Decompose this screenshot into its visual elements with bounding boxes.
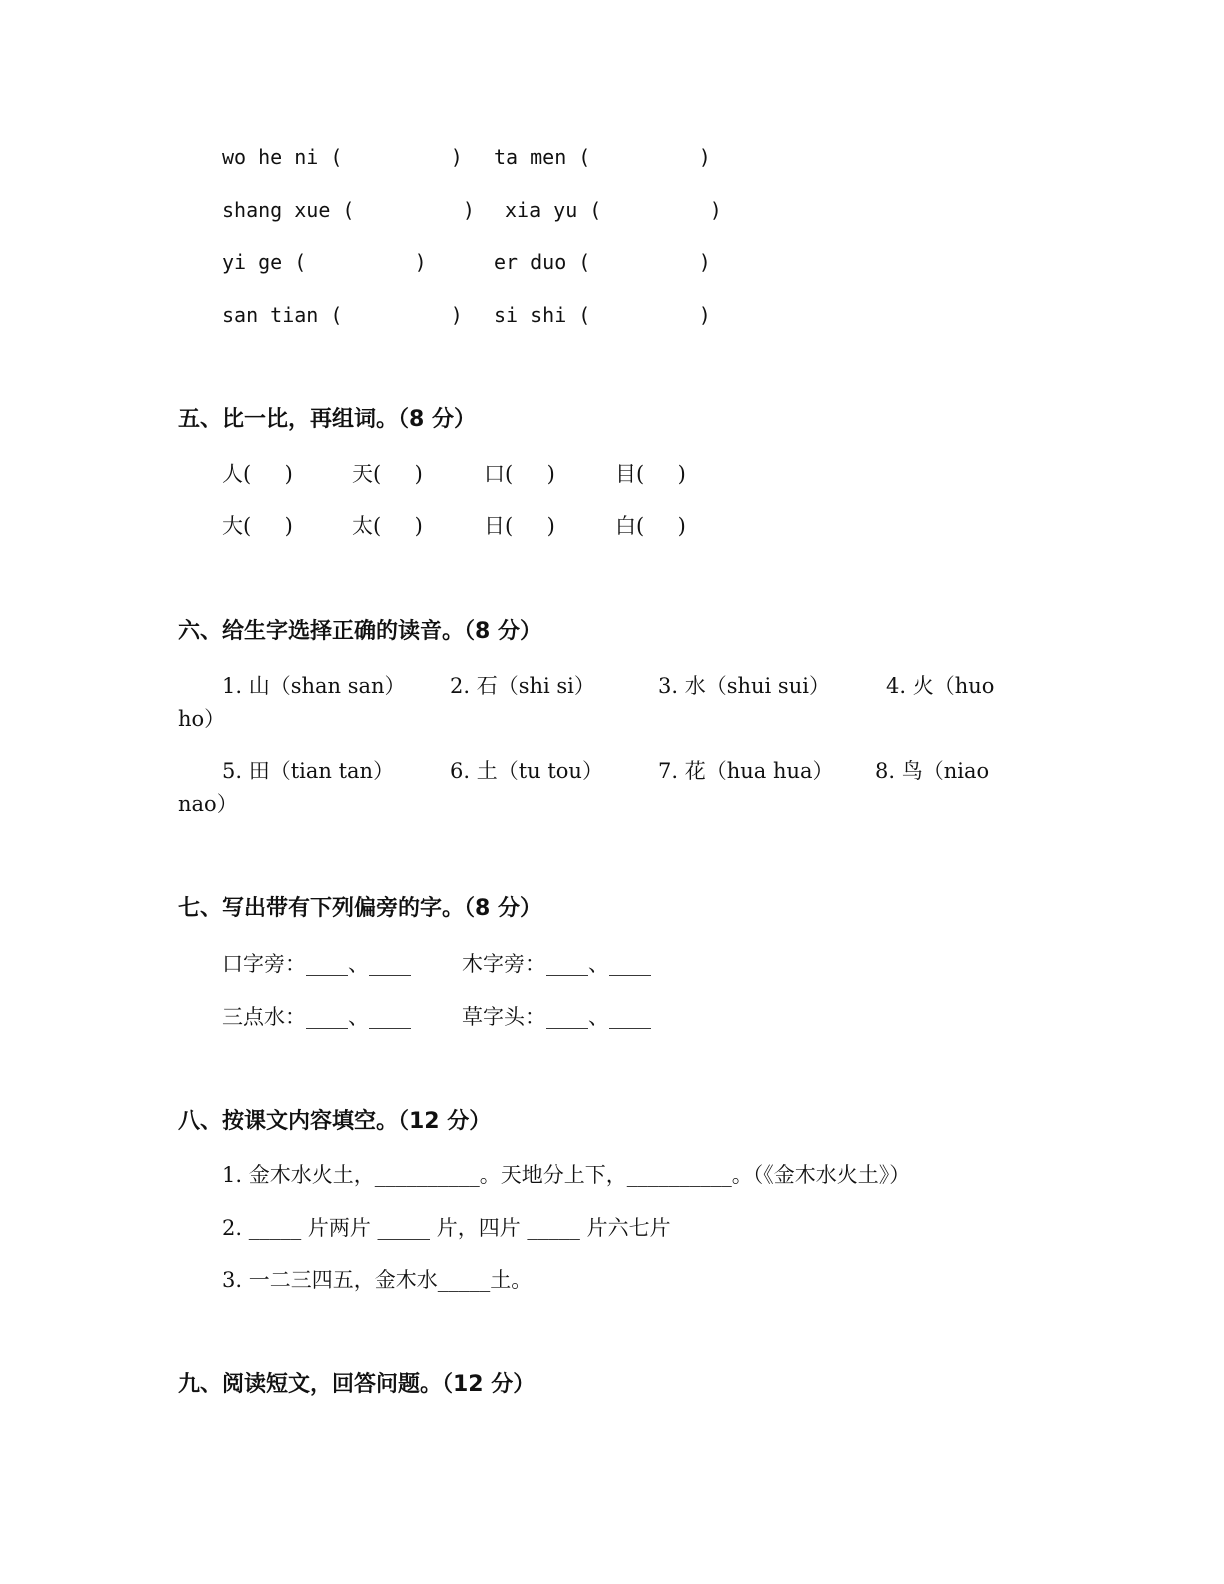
compare-item: 人( ) xyxy=(222,462,293,486)
compare-item: 口( ) xyxy=(484,462,555,486)
section-heading: 九、阅读短文，回答问题。（12 分） xyxy=(178,1372,536,1397)
pronunciation-item: 7. 花（hua hua） xyxy=(658,759,834,783)
fill-blank-item: 3. 一二三四五，金木水_____土。 xyxy=(222,1268,533,1292)
radical-item: 木字旁：____、____ xyxy=(462,952,651,976)
section-heading: 七、写出带有下列偏旁的字。（8 分） xyxy=(178,896,542,921)
section-heading: 八、按课文内容填空。（12 分） xyxy=(178,1109,492,1134)
pronunciation-item-wrap: nao） xyxy=(178,792,238,816)
radical-item: 草字头：____、____ xyxy=(462,1005,651,1029)
compare-item: 日( ) xyxy=(484,514,555,538)
fill-blank-item: 2. _____ 片两片 _____ 片，四片 _____ 片六七片 xyxy=(222,1216,671,1240)
compare-item: 太( ) xyxy=(352,514,423,538)
pronunciation-item: 2. 石（shi si） xyxy=(450,674,595,698)
pronunciation-item-wrap: ho） xyxy=(178,707,226,731)
pronunciation-item: 3. 水（shui sui） xyxy=(658,674,830,698)
pronunciation-item: 8. 鸟（niao xyxy=(875,759,990,783)
pinyin-item: er duo ( ) xyxy=(494,250,711,274)
pronunciation-item: 5. 田（tian tan） xyxy=(222,759,395,783)
radical-item: 三点水：____、____ xyxy=(222,1005,411,1029)
section-heading: 五、比一比，再组词。（8 分） xyxy=(178,407,476,432)
pinyin-item: xia yu ( ) xyxy=(505,198,722,222)
pronunciation-item: 1. 山（shan san） xyxy=(222,674,406,698)
pinyin-item: san tian ( ) xyxy=(222,303,463,327)
radical-item: 口字旁：____、____ xyxy=(222,952,411,976)
pronunciation-item: 6. 土（tu tou） xyxy=(450,759,603,783)
section-heading: 六、给生字选择正确的读音。（8 分） xyxy=(178,619,542,644)
pronunciation-item: 4. 火（huo xyxy=(886,674,995,698)
pinyin-item: wo he ni ( ) xyxy=(222,145,463,169)
compare-item: 白( ) xyxy=(615,514,686,538)
compare-item: 大( ) xyxy=(222,514,293,538)
compare-item: 目( ) xyxy=(615,462,686,486)
fill-blank-item: 1. 金木水火土，__________。天地分上下，__________。（《金木水火土》） xyxy=(222,1163,911,1187)
pinyin-item: yi ge ( ) xyxy=(222,250,427,274)
pinyin-item: shang xue ( ) xyxy=(222,198,475,222)
pinyin-item: si shi ( ) xyxy=(494,303,711,327)
compare-item: 天( ) xyxy=(352,462,423,486)
pinyin-item: ta men ( ) xyxy=(494,145,711,169)
